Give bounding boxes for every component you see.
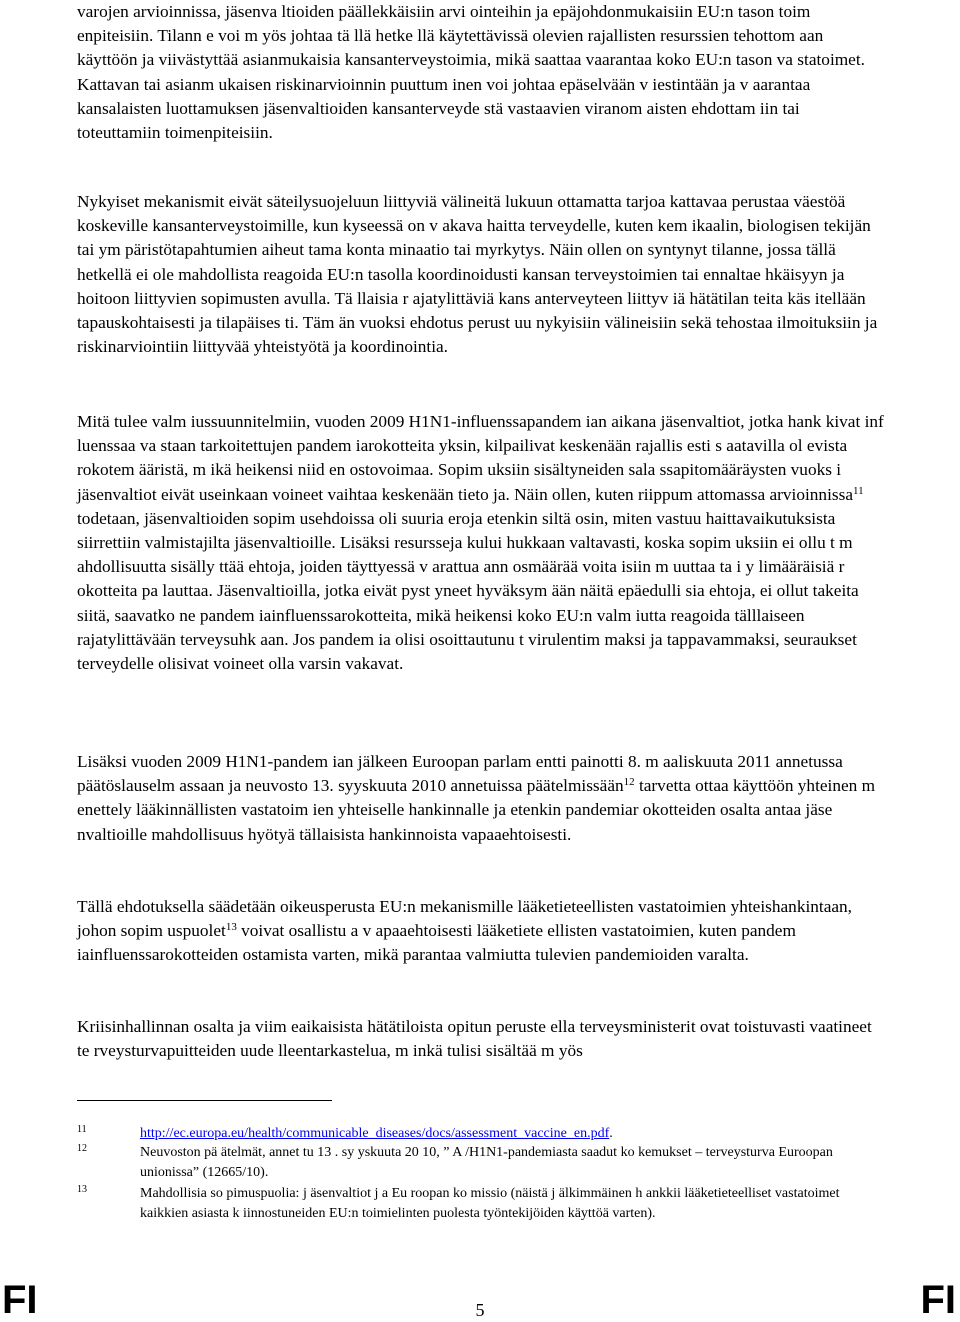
footnote-text: Mahdollisia so pimuspuolia: j äsenvaltiot j a Eu roopan ko missio (näistä j älkimmäinen h ankkii lääketieteelliset vastatoimet kaikkien asiasta k iinnostuneiden EU:n toimielinten puolesta työntekijöiden käyttöä varten). [140,1186,840,1221]
footnote-12 [77,1143,887,1183]
paragraph-3: Mitä tulee valm iussuunnitelmiin, vuoden 2009 H1N1-influenssapandem ian aikana jäsenvaltiot, jotka hank kivat inf luenssaa va staan tarkoitettujen pandem iarokotteita yksin, kilpailivat keskenään rajallis esti s aatavilla ol evista rokotem ääristä, m ikä heikensi niid en ostovoimaa. Sopim uksiin sisältyneiden sala ssapitomääräysten vuoks i jäsenvaltiot eivät useinkaan voineet vaihtaa keskenään tieto ja. Näin ollen, kuten riippum attomassa arvioinnissa$^{11}$ todetaan, jäsenvaltioiden sopim usehdoissa oli suuria eroja etenkin siltä osin, miten vastuu haittavaikutuksista siirrettiin valmistajilta jäsenvaltioille. Lisäksi resursseja kului hukkaan valtavasti, koska sopim uksiin ei ollu t m ahdollisuutta sisälly ttää ehtoja, joiden täyttyessä v arattua ann osmäärää voita isiin m uuttaa ta i y limääräisiä r okotteita pa lauttaa. Jäsenvaltioilla, jotka eivät pyst yneet hyväksym ään näitä epäedulli sia ehtoja, ei ollut takeita siitä, saavatko ne pandem iainfluenssarokotteita, mikä heikensi koko EU:n valm iutta reagoida tälllaiseen rajatylittävään terveysuhk aan. Jos pandem ia olisi osoittautunu t virulentim maksi ja tappavammaksi, seuraukset terveydelle olisivat voineet olla varsin vakavat. [77,412,884,674]
footnote-ref-13[interactable]: 13 [225,921,237,934]
paragraph-5: Tällä ehdotuksella säädetään oikeusperusta EU:n mekanismille lääketieteellisten vastatoimien yhteishankintaan, johon sopim uspuolet$^{13}$ voivat osallistu a v apaaehtoisesti lääketiete ellisten vastatoimien, kuten pandem iainfluenssarokotteiden ostamista varten, mikä parantaa valmiutta tulevien pandemioiden varalta. [77,897,852,965]
footnote-13 [77,1184,887,1224]
footnote-ref-11[interactable]: 11 [853,484,864,497]
language-code-right: FI [920,1278,956,1322]
footnote-separator [77,1100,332,1101]
footnote-link[interactable]: http://ec.europa.eu/health/communicable_diseases/docs/assessment_vaccine_en.pdf [140,1126,610,1141]
footnote-number: 12 [77,1143,87,1154]
footnote-ref-12[interactable]: 12 [623,776,635,789]
paragraph-1: varojen arvioinnissa, jäsenva ltioiden päällekkäisiin arvi ointeihin ja epäjohdonmukaisiin EU:n tason toim enpiteisiin. Tilann e voi m yös johtaa tä llä hetke llä käytettävissä olevien rajallisten resurssien tehottom aan käyttöön ja viivästyttää asianmukaisia kansanterveystoimia, mikä saattaa vaarantaa koko EU:n tason va statoimet. Kattavan tai asianm ukaisen riskinarvioinnin puuttum inen voi johtaa epäselvään v iestintään ja v aarantaa kansalaisten luottamuksen jäsenvaltioiden kansanterveyde stä vastaavien viranom aisten ehdottam iin tai toteuttamiin toimenpiteisiin. [77,2,865,143]
footnote-number: 11 [77,1124,87,1135]
language-code-left: FI [2,1278,38,1322]
footnote-suffix: . [609,1126,613,1141]
paragraph-2: Nykyiset mekanismit eivät säteilysuojeluun liittyviä välineitä lukuun ottamatta tarjoa kattavaa perustaa väestöä koskeville kansanterveystoimille, kun kyseessä on v akava haitta terveydelle, kuten kem ikaalin, biologisen tekijän tai ym päristötapahtumien aiheut tama konta minaatio tai myrkytys. Näin ollen on syntynyt tilanne, jossa tällä hetkellä ei ole mahdollista reagoida EU:n tasolla koordinoidusti kansan terveystoimien tai ennaltae hkäisyyn ja hoitoon liittyvien sopimusten avulla. Tä llaisia r ajatylittäviä kans anterveyteen liittyv iä hätätilan teita käs itellään tapauskohtaisesti ja tilapäises ti. Täm än vuoksi ehdotus perust uu nykyisiin välineisiin sekä tehostaa ilmoituksiin ja riskinarviointiin liittyvää yhteistyötä ja koordinointia. [77,192,878,357]
footnote-number: 13 [77,1184,87,1195]
paragraph-4: Lisäksi vuoden 2009 H1N1-pandem ian jälkeen Euroopan parlam entti painotti 8. m aaliskuuta 2011 annetussa päätöslauselm assaan ja neuvosto 13. syyskuuta 2010 annetuissa päätelmissään$^{12}$ tarvetta ottaa käyttöön yhteinen m enettely lääkinnällisten vastatoim ien yhteiselle hankinnalle ja etenkin pandemiar okotteiden osalta antaa jäse nvaltioille mahdollisuus hyötyä tällaisista hankinnoista vapaaehtoisesti. [77,752,876,844]
footnote-11 [77,1124,887,1144]
paragraph-6: Kriisinhallinnan osalta ja viim eaikaisista hätätiloista opitun peruste ella terveysministerit ovat toistuvasti vaatineet te rveysturvapuitteiden uude lleentarkastelua, m inkä tulisi sisältää m yös [77,1017,872,1061]
page-number: 5 [475,1300,485,1320]
footnote-text: Neuvoston pä ätelmät, annet tu 13 . sy yskuuta 20 10, ” A /H1N1-pandemiasta saadut ko kemukset – terveysturva Euroopan unionissa” (12665/10). [140,1145,833,1180]
